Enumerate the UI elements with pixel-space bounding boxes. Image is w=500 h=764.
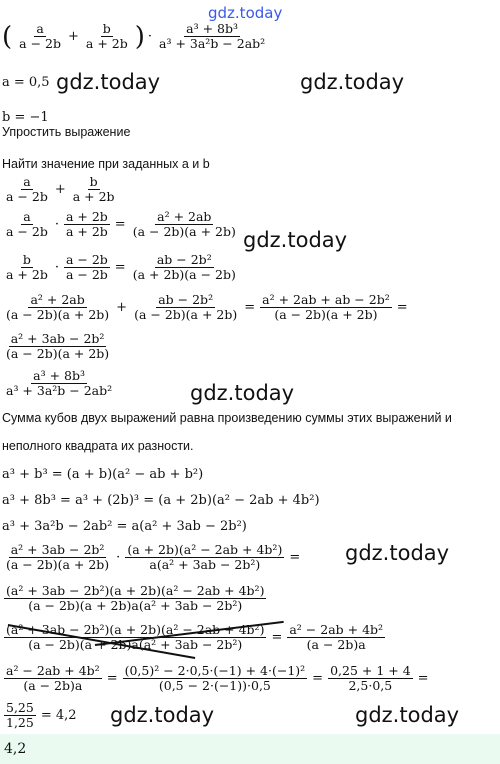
solution-line-7: $\frac{\text{a² + 3ab − 2b²}}{(a - 2b)(a + 2b)}$ · $\frac{\text{(a + 2b)(a² − 2ab + 4b²)}}{\text{a(a² + 3ab − 2b²)}}$ = — [6, 542, 301, 573]
instruction-find: Найти значение при заданных a и b — [2, 157, 210, 171]
solution-line-3: $\frac{b}{a + 2b}$ · $\frac{a - 2b}{a - 2b}$ = $\frac{\text{ab − 2b²}}{(a + 2b)(a - 2b)}$ — [6, 252, 236, 283]
solution-line-5: $\frac{\text{a² + 3ab − 2b²}}{(a - 2b)(a + 2b)}$ — [6, 331, 110, 362]
frac-denominator: a − 2b — [19, 36, 61, 52]
formula-3: a³ + 3a²b − 2ab² = a(a² + 3ab − 2b²) — [2, 519, 247, 534]
solution-line-8: $\frac{\text{(a² + 3ab − 2b²)(a + 2b)(a² − 2ab + 4b²)}}{\text{(a − 2b)(a + 2b)a(a² + 3ab − 2b²)}}$ — [6, 583, 265, 614]
plus-sign: + — [67, 29, 79, 45]
watermark: gdz.today — [110, 703, 215, 727]
solution-line-9: $\frac{\text{(a² + 3ab − 2b²)(a + 2b)(a² − 2ab + 4b²)}}{\text{(a − 2b)(a + 2b)a(a² + 3ab − 2b²)}}$ = $\frac{\text{a² − 2ab + 4b²}}{(a - 2b)a}$ — [6, 622, 384, 653]
watermark: gdz.today — [345, 541, 450, 565]
given-a: a = 0,5 — [2, 75, 50, 90]
instruction-simplify: Упростить выражение — [2, 125, 131, 139]
watermark: gdz.today — [243, 228, 348, 252]
task-expression: ( $\frac{a}{a - 2b}$ + $\frac{b}{a + 2b}$ ) · $\frac{\text{a³ + 8b³}}{\text{a³ + 3a²b − 2ab²}}$ — [2, 21, 266, 52]
solution-line-10: $\frac{\text{a² − 2ab + 4b²}}{(a - 2b)a}$ = $\frac{\text{(0,5)² − 2·0,5·(−1) + 4·(−1)²}}{(0,5 - 2\cdot(-1))\cdot 0,5}$ = $\frac{0,25 + 1 + 4}{2,5\cdot 0,5}$ = — [6, 663, 429, 694]
watermark: gdz.today — [300, 70, 405, 94]
frac-numerator: a — [36, 21, 44, 36]
dot-sign: · — [147, 29, 153, 45]
watermark: gdz.today — [355, 703, 460, 727]
frac-denominator: a³ + 3a²b − 2ab² — [159, 36, 266, 52]
rule-text: Сумма кубов двух выражений равна произведению суммы этих выражений и — [2, 411, 452, 425]
solution-line-2: $\frac{a}{a - 2b}$ · $\frac{a + 2b}{a + 2b}$ = $\frac{\text{a² + 2ab}}{(a - 2b)(a + 2b)}$ — [6, 209, 236, 240]
solution-line-4: $\frac{\text{a² + 2ab}}{(a - 2b)(a + 2b)}$ + $\frac{\text{ab − 2b²}}{(a - 2b)(a + 2b)}$ = $\frac{\text{a² + 2ab + ab − 2b²}}{(a - 2b)(a + 2b)}$ = — [6, 292, 408, 323]
formula-1: a³ + b³ = (a + b)(a² − ab + b²) — [2, 467, 204, 482]
formula-2: a³ + 8b³ = a³ + (2b)³ = (a + 2b)(a² − 2ab + 4b²) — [2, 493, 320, 508]
answer-panel — [0, 734, 500, 764]
rule-text: неполного квадрата их разности. — [2, 439, 194, 453]
frac-denominator: a + 2b — [85, 36, 128, 52]
watermark: gdz.today — [56, 70, 161, 94]
answer-value: 4,2 — [4, 741, 27, 757]
solution-line-11: $\frac{5,25}{1,25}$ = 4,2 — [6, 700, 77, 731]
frac-numerator: a³ + 8b³ — [186, 21, 239, 36]
watermark-top: gdz.today — [208, 4, 283, 22]
watermark: gdz.today — [190, 381, 295, 405]
frac-numerator: b — [102, 21, 111, 36]
given-b: b = −1 — [2, 110, 49, 125]
solution-line-6: $\frac{\text{a³ + 8b³}}{\text{a³ + 3a²b − 2ab²}}$ — [6, 368, 113, 399]
solution-line-1: $\frac{a}{a - 2b}$ + $\frac{b}{a + 2b}$ — [6, 174, 115, 205]
